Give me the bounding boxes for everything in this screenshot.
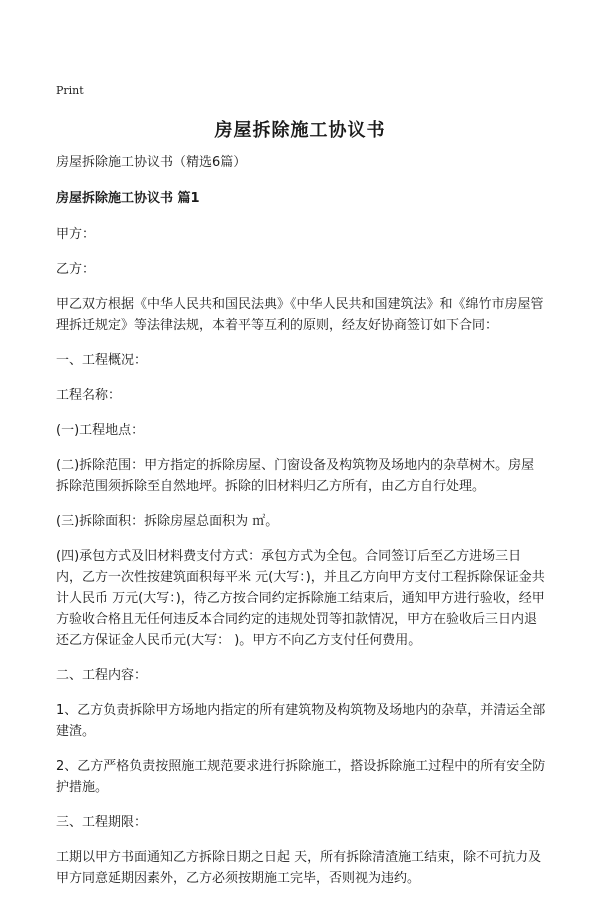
project-location-line: (一)工程地点： (56, 423, 145, 438)
project-name-line: 工程名称： (56, 388, 122, 403)
clause-heading-content: 二、工程内容： (56, 668, 148, 683)
party-a-line: 甲方： (56, 227, 96, 242)
payment-method-paragraph: (四)承包方式及旧材料费支付方式：承包方式为全包。合同签订后至乙方进场三日内，乙方一次性按建筑面积每平米 元(大写：)，并且乙方向甲方支付工程拆除保证金共计人民币 万元(大写：)，待乙方按合同约定拆除施工结束后，通知甲方进行验收，经甲方验收合格且无任何违反本合同约定的违规处罚等扣款情况，甲方在验收后三日内退还乙方保证金人民币元(大写： )。甲方不向乙方支付任何费用。 (56, 549, 545, 648)
document-subtitle: 房屋拆除施工协议书（精选6篇） (56, 155, 247, 170)
preamble-paragraph: 甲乙双方根据《中华人民共和国民法典》《中华人民共和国建筑法》和《绵竹市房屋管理拆迁规定》等法律法规，本着平等互利的原则，经友好协商签订如下合同： (56, 297, 544, 333)
content-item-1: 1、乙方负责拆除甲方场地内指定的所有建筑物及构筑物及场地内的杂草，并清运全部建渣。 (56, 703, 546, 739)
content-item-2: 2、乙方严格负责按照施工规范要求进行拆除施工，搭设拆除施工过程中的所有安全防护措施。 (56, 759, 546, 795)
section-heading: 房屋拆除施工协议书 篇1 (56, 191, 200, 206)
document-title: 房屋拆除施工协议书 (214, 120, 386, 141)
document-body (56, 152, 546, 903)
clause-heading-overview: 一、工程概况： (56, 353, 148, 368)
demolition-area-paragraph: (三)拆除面积：拆除房屋总面积为 ㎡。 (56, 514, 279, 529)
print-label: Print (56, 84, 84, 97)
demolition-scope-paragraph: (二)拆除范围：甲方指定的拆除房屋、门窗设备及构筑物及场地内的杂草树木。房屋拆除范围须拆除至自然地坪。拆除的旧材料归乙方所有，由乙方自行处理。 (56, 458, 535, 494)
clause-heading-period: 三、工程期限： (56, 815, 148, 830)
period-paragraph: 工期以甲方书面通知乙方拆除日期之日起 天，所有拆除清渣施工结束，除不可抗力及甲方同意延期因素外，乙方必须按期施工完毕，否则视为违约。 (56, 850, 542, 886)
party-b-line: 乙方： (56, 262, 96, 277)
